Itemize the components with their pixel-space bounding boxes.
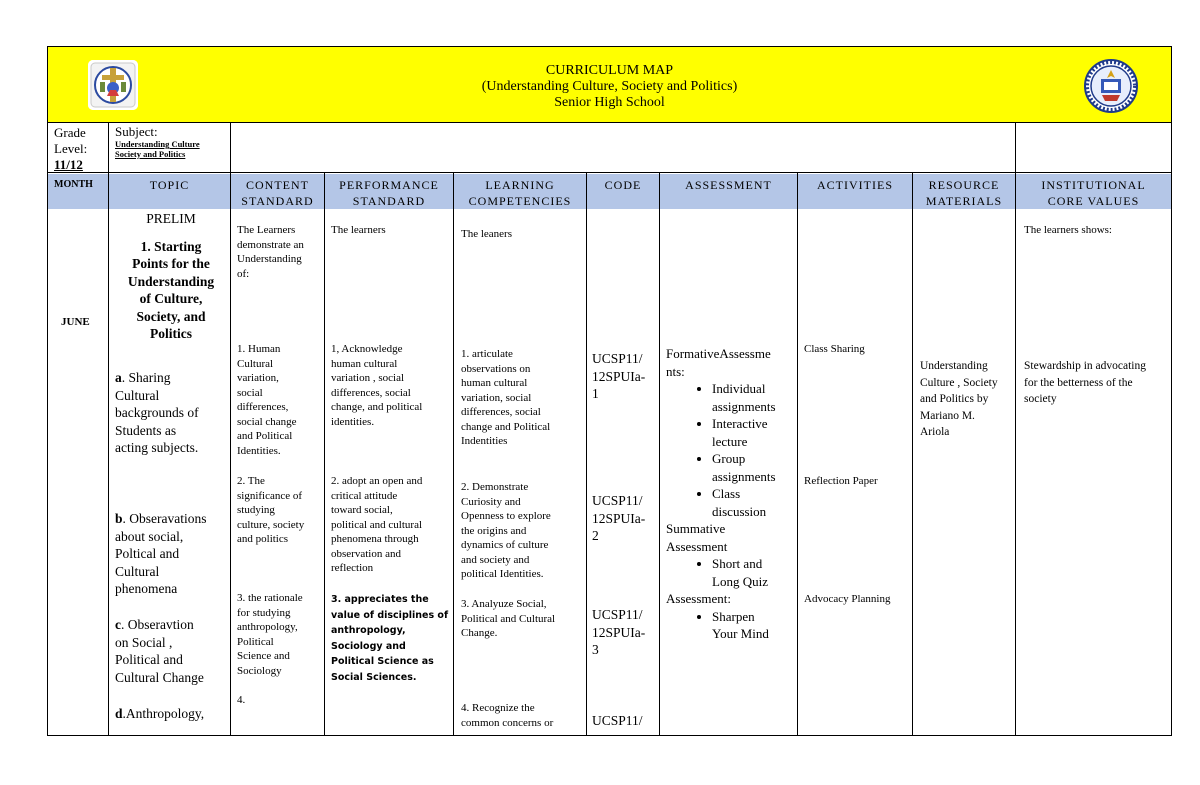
subject-value: Understanding Culture Society and Politics	[115, 139, 200, 159]
content-line: 4.	[237, 694, 246, 706]
content-line: 3. the rationale	[237, 592, 303, 604]
colhead-resource	[913, 174, 1015, 209]
formative-label: nts:	[666, 363, 685, 379]
topic-item-b	[115, 510, 229, 598]
list-item: • Class discussion	[712, 485, 796, 520]
content-line: Sociology	[237, 664, 282, 677]
learning-line: 3. Analyuze Social,	[461, 598, 547, 610]
learning-line: and society and	[461, 553, 530, 566]
subject-label: Subject:	[115, 124, 158, 139]
colhead-month	[48, 174, 108, 209]
content-item-2	[237, 474, 323, 547]
colhead-month-label: MONTH	[54, 179, 93, 190]
code-line: UCSP11/	[592, 713, 643, 728]
topic-heading-line: 1. Starting	[140, 238, 202, 254]
colhead-content-line1: CONTENT	[246, 178, 309, 192]
colhead-code	[587, 174, 659, 209]
col-divider	[324, 173, 325, 735]
topic-item-d	[115, 705, 229, 723]
performance-line: Political Science as	[331, 656, 434, 667]
colhead-activities	[798, 174, 912, 209]
performance-line: identities.	[331, 415, 375, 428]
topic-heading	[114, 238, 228, 343]
colhead-performance-line2: STANDARD	[352, 194, 426, 208]
resource-line: Mariano M.	[920, 409, 975, 422]
topic-a-label: a	[115, 370, 122, 385]
content-line: significance of	[237, 489, 303, 502]
performance-line: Sociology and	[331, 640, 406, 652]
performance-line: human cultural	[331, 357, 398, 370]
learning-line: 2. Demonstrate	[461, 481, 529, 493]
topic-heading-line: Society, and	[136, 308, 206, 324]
learning-line: Change.	[461, 627, 498, 639]
topic-a-line: backgrounds of	[115, 405, 199, 420]
code-item-3	[592, 606, 658, 659]
row-divider	[48, 172, 1171, 173]
deped-seal-icon	[1084, 59, 1138, 113]
month-june: JUNE	[61, 316, 90, 328]
level-label: Level:	[54, 141, 88, 156]
header-title-block	[48, 63, 1171, 111]
institutional-intro: The learners shows:	[1024, 224, 1112, 236]
performance-line: differences, social	[331, 386, 411, 399]
col-divider	[108, 123, 109, 735]
content-item-1	[237, 342, 323, 458]
school-level: Senior High School	[554, 95, 665, 110]
resource-line: Understanding	[920, 360, 988, 372]
performance-line: anthropology,	[331, 625, 406, 636]
col-divider	[659, 173, 660, 735]
content-line: The Learners	[237, 224, 296, 236]
assessment-list	[666, 608, 796, 643]
content-line: demonstrate an	[237, 238, 304, 251]
activity-class-sharing: Class Sharing	[804, 343, 865, 355]
formative-list	[666, 380, 796, 520]
topic-a-line: Cultural	[115, 387, 160, 403]
code-line: UCSP11/	[592, 493, 643, 508]
curriculum-map-page	[47, 46, 1172, 736]
topic-heading-line: Politics	[150, 326, 192, 341]
col-divider	[586, 173, 587, 735]
colhead-performance	[325, 174, 453, 209]
learning-line: Curiosity and	[461, 495, 521, 508]
code-line: 12SPUIa-	[592, 368, 646, 384]
col-divider	[797, 173, 798, 735]
col-divider	[453, 173, 454, 735]
assessment-label: Assessment:	[666, 591, 731, 606]
summative-label: Summative	[666, 521, 726, 536]
topic-c-line: . Obseravtion	[121, 617, 194, 632]
colhead-activities-label: ACTIVITIES	[817, 178, 893, 192]
performance-item-3	[331, 592, 453, 685]
code-line: 2	[592, 528, 599, 543]
topic-heading-line: Understanding	[127, 273, 215, 289]
code-line: UCSP11/	[592, 607, 643, 622]
activity-advocacy-planning: Advocacy Planning	[804, 593, 891, 605]
content-line: social	[237, 386, 263, 399]
learning-line: Indentities	[461, 435, 508, 447]
list-item: • Interactive lecture	[712, 415, 796, 450]
topic-c-line: Cultural Change	[115, 669, 204, 685]
subject-cell	[115, 124, 225, 159]
code-line: 3	[592, 642, 599, 657]
learning-item-4	[461, 701, 583, 730]
learning-line: observations on	[461, 362, 531, 375]
performance-line: Social Sciences.	[331, 671, 417, 683]
content-line: for studying	[237, 606, 291, 619]
list-item: • Sharpen Your Mind	[712, 608, 796, 643]
performance-intro: The learners	[331, 224, 386, 236]
topic-c-line: on Social ,	[115, 634, 173, 650]
performance-line: reflection	[331, 562, 374, 574]
learning-line: dynamics of culture	[461, 539, 549, 551]
topic-item-c	[115, 616, 229, 686]
colhead-assessment	[660, 174, 797, 209]
colhead-content	[231, 174, 324, 209]
map-title: CURRICULUM MAP	[545, 63, 674, 78]
topic-cell	[114, 210, 228, 343]
map-subtitle: (Understanding Culture, Society and Politics)	[481, 79, 738, 94]
code-line: 12SPUIa-	[592, 624, 646, 640]
learning-line: 4. Recognize the	[461, 702, 535, 714]
content-line: differences,	[237, 401, 289, 413]
topic-a-line: . Sharing	[121, 370, 171, 385]
learning-item-2	[461, 480, 583, 582]
topic-b-line: Poltical and	[115, 546, 180, 561]
performance-line: phenomena through	[331, 533, 419, 545]
performance-line: value of disciplines of	[331, 609, 449, 621]
topic-heading-line: Points for the	[132, 256, 210, 271]
topic-c-label: c	[115, 617, 121, 632]
topic-b-label: b	[115, 511, 123, 526]
learning-line: common concerns or	[461, 716, 554, 729]
colhead-learning-line2: COMPETENCIES	[468, 194, 572, 208]
topic-term: PRELIM	[146, 211, 196, 226]
learning-item-3	[461, 597, 583, 641]
performance-line: change, and political	[331, 401, 423, 413]
learning-line: variation, social	[461, 391, 532, 404]
colhead-learning	[454, 174, 586, 209]
institutional-line: for the betterness of the	[1024, 376, 1133, 389]
content-line: of:	[237, 267, 250, 280]
resource-line: and Politics by	[920, 393, 989, 405]
content-line: 2. The	[237, 475, 265, 487]
resource-cell	[920, 358, 1014, 441]
content-item-3	[237, 591, 323, 678]
content-line: and Political	[237, 430, 293, 442]
list-item: • Group assignments	[712, 450, 796, 485]
learning-line: change and Political	[461, 420, 551, 433]
performance-line: 1, Acknowledge	[331, 343, 403, 355]
topic-d-line: .Anthropology,	[122, 706, 205, 721]
code-item-1	[592, 350, 658, 403]
header-banner	[48, 47, 1171, 123]
performance-line: variation , social	[331, 372, 405, 384]
topic-item-a	[115, 369, 229, 457]
colhead-institutional	[1016, 174, 1171, 209]
content-intro	[237, 223, 323, 281]
code-item-4	[592, 712, 658, 730]
performance-item-1	[331, 342, 451, 429]
content-line: anthropology,	[237, 621, 298, 633]
topic-b-line: about social,	[115, 528, 184, 544]
summative-list	[666, 555, 796, 590]
institutional-line: society	[1024, 393, 1057, 405]
content-line: 1. Human	[237, 343, 281, 355]
resource-line: Ariola	[920, 426, 950, 438]
code-item-2	[592, 492, 658, 545]
colhead-assessment-label: ASSESSMENT	[685, 178, 772, 192]
learning-line: differences, social	[461, 406, 541, 418]
performance-item-2	[331, 474, 451, 576]
list-item: • Short and Long Quiz	[712, 555, 796, 590]
performance-line: 3. appreciates the	[331, 594, 429, 605]
learning-intro: The leaners	[461, 228, 512, 240]
performance-line: observation and	[331, 547, 401, 560]
colhead-code-label: CODE	[604, 178, 642, 192]
content-line: Identities.	[237, 444, 281, 457]
content-line: variation,	[237, 372, 279, 384]
summative-label: Assessment	[666, 538, 728, 554]
code-line: 12SPUIa-	[592, 510, 646, 526]
colhead-institutional-line2: CORE VALUES	[1047, 194, 1140, 208]
grade-value: 11/12	[54, 157, 83, 172]
colhead-institutional-line1: INSTITUTIONAL	[1041, 178, 1146, 192]
activity-reflection-paper: Reflection Paper	[804, 475, 878, 487]
content-line: Understanding	[237, 253, 302, 265]
resource-line: Culture , Society	[920, 376, 998, 389]
topic-b-line: Cultural	[115, 563, 160, 579]
formative-label: FormativeAssessme	[666, 346, 771, 361]
colhead-resource-line2: MATERIALS	[925, 194, 1003, 208]
performance-line: critical attitude	[331, 489, 398, 502]
col-divider	[230, 123, 231, 735]
colhead-learning-line1: LEARNING	[485, 178, 555, 192]
content-line: and politics	[237, 533, 289, 545]
content-line: culture, society	[237, 518, 305, 531]
institutional-value	[1024, 358, 1170, 408]
topic-b-line: phenomena	[115, 581, 178, 596]
topic-a-line: acting subjects.	[115, 440, 199, 455]
learning-line: Political and Cultural	[461, 612, 556, 625]
assessment-cell	[666, 345, 796, 643]
col-divider	[1015, 123, 1016, 735]
learning-line: the origins and	[461, 524, 527, 537]
colhead-content-line2: STANDARD	[241, 194, 314, 208]
institutional-line: Stewardship in advocating	[1024, 360, 1147, 372]
performance-line: 2. adopt an open and	[331, 475, 423, 487]
grade-label: Grade	[54, 125, 86, 140]
grade-level-cell	[54, 125, 87, 173]
content-item-4	[237, 693, 323, 708]
content-line: social change	[237, 415, 297, 428]
topic-b-line: . Obseravations	[122, 511, 207, 526]
colhead-performance-line1: PERFORMANCE	[339, 178, 439, 192]
learning-line: 1. articulate	[461, 348, 513, 360]
colhead-topic	[109, 174, 230, 209]
learning-line: Openness to explore	[461, 510, 551, 522]
topic-a-line: Students as	[115, 422, 177, 438]
topic-c-line: Political and	[115, 652, 183, 667]
performance-line: political and cultural	[331, 518, 423, 531]
learning-line: political Identities.	[461, 568, 544, 580]
topic-d-label: d	[115, 706, 123, 721]
colhead-topic-label: TOPIC	[149, 178, 190, 192]
content-line: Cultural	[237, 357, 274, 370]
content-line: studying	[237, 504, 275, 516]
learning-line: human cultural	[461, 377, 528, 389]
code-line: 1	[592, 386, 599, 401]
list-item: • Individual assignments	[712, 380, 796, 415]
code-line: UCSP11/	[592, 351, 643, 366]
content-line: Science and	[237, 650, 290, 662]
colhead-resource-line1: RESOURCE	[928, 178, 1000, 192]
topic-heading-line: of Culture,	[139, 291, 203, 306]
col-divider	[912, 173, 913, 735]
content-line: Political	[237, 635, 274, 648]
performance-line: toward social,	[331, 504, 393, 516]
learning-item-1	[461, 347, 583, 449]
